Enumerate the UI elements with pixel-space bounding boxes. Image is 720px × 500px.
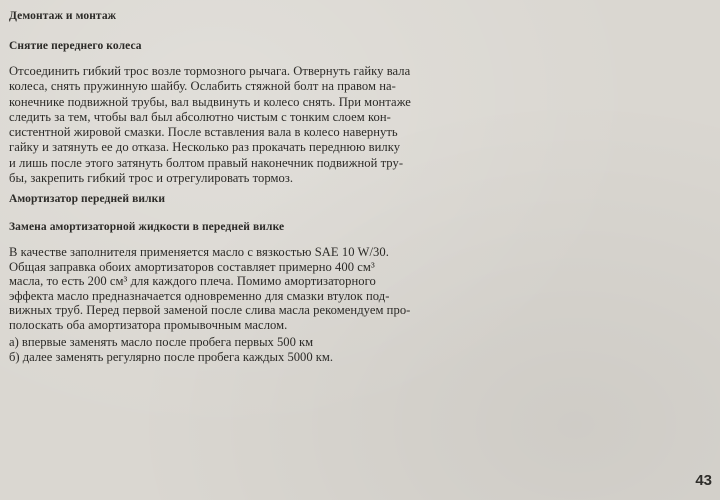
page-number: 43 <box>695 472 712 489</box>
paragraph-line: эффекта масло предназначается одновременно для смазки втулок под- <box>9 288 390 303</box>
paragraph-line: Общая заправка обоих амортизаторов составляет примерно 400 см³ <box>9 259 375 274</box>
paragraph-line: систентной жировой смазки. После вставления вала в колесо навернуть <box>9 125 398 140</box>
paragraph-line: полоскать оба амортизатора промывочным маслом. <box>9 317 288 332</box>
paragraph-line: и лишь после этого затянуть болтом правый наконечник подвижной тру- <box>9 155 404 170</box>
paragraph-line: вижных труб. Перед первой заменой после слива масла рекомендуем про- <box>9 303 411 318</box>
paragraph-fluid-replacement <box>9 245 410 333</box>
paragraph-line: колеса, снять пружинную шайбу. Ослабить стяжной болт на правом на- <box>9 79 396 94</box>
paragraph-line: масла, то есть 200 см³ для каждого плеча. Помимо амортизаторного <box>9 274 376 289</box>
section-title-dismount: Демонтаж и монтаж <box>9 10 117 22</box>
paragraph-line: бы, закрепить гибкий трос и отрегулировать тормоз. <box>9 171 294 186</box>
section-title-front-fork-shock: Амортизатор передней вилки <box>9 193 166 205</box>
paragraph-front-wheel-removal <box>9 64 411 186</box>
subsection-title-front-wheel-removal: Снятие переднего колеса <box>9 40 142 52</box>
paragraph-line: В качестве заполнителя применяется масло с вязкостью SAE 10 W/30. <box>9 245 389 259</box>
paragraph-line: Отсоединить гибкий трос возле тормозного рычага. Отвернуть гайку вала <box>9 64 411 78</box>
subsection-title-fluid-replacement: Замена амортизаторной жидкости в передней вилке <box>9 221 285 233</box>
paragraph-line: конечнике подвижной трубы, вал выдвинуть и колесо снять. При монтаже <box>9 94 411 109</box>
paragraph-line: гайку и затянуть ее до отказа. Несколько раз прокачать переднюю вилку <box>9 140 401 155</box>
paragraph-line: следить за тем, чтобы вал был абсолютно чистым с тонким слоем кон- <box>9 109 391 124</box>
list-item-regular-change: б) далее заменять регулярно после пробега каждых 5000 км. <box>9 350 334 364</box>
list-item-first-change: а) впервые заменять масло после пробега первых 500 км <box>9 335 314 349</box>
